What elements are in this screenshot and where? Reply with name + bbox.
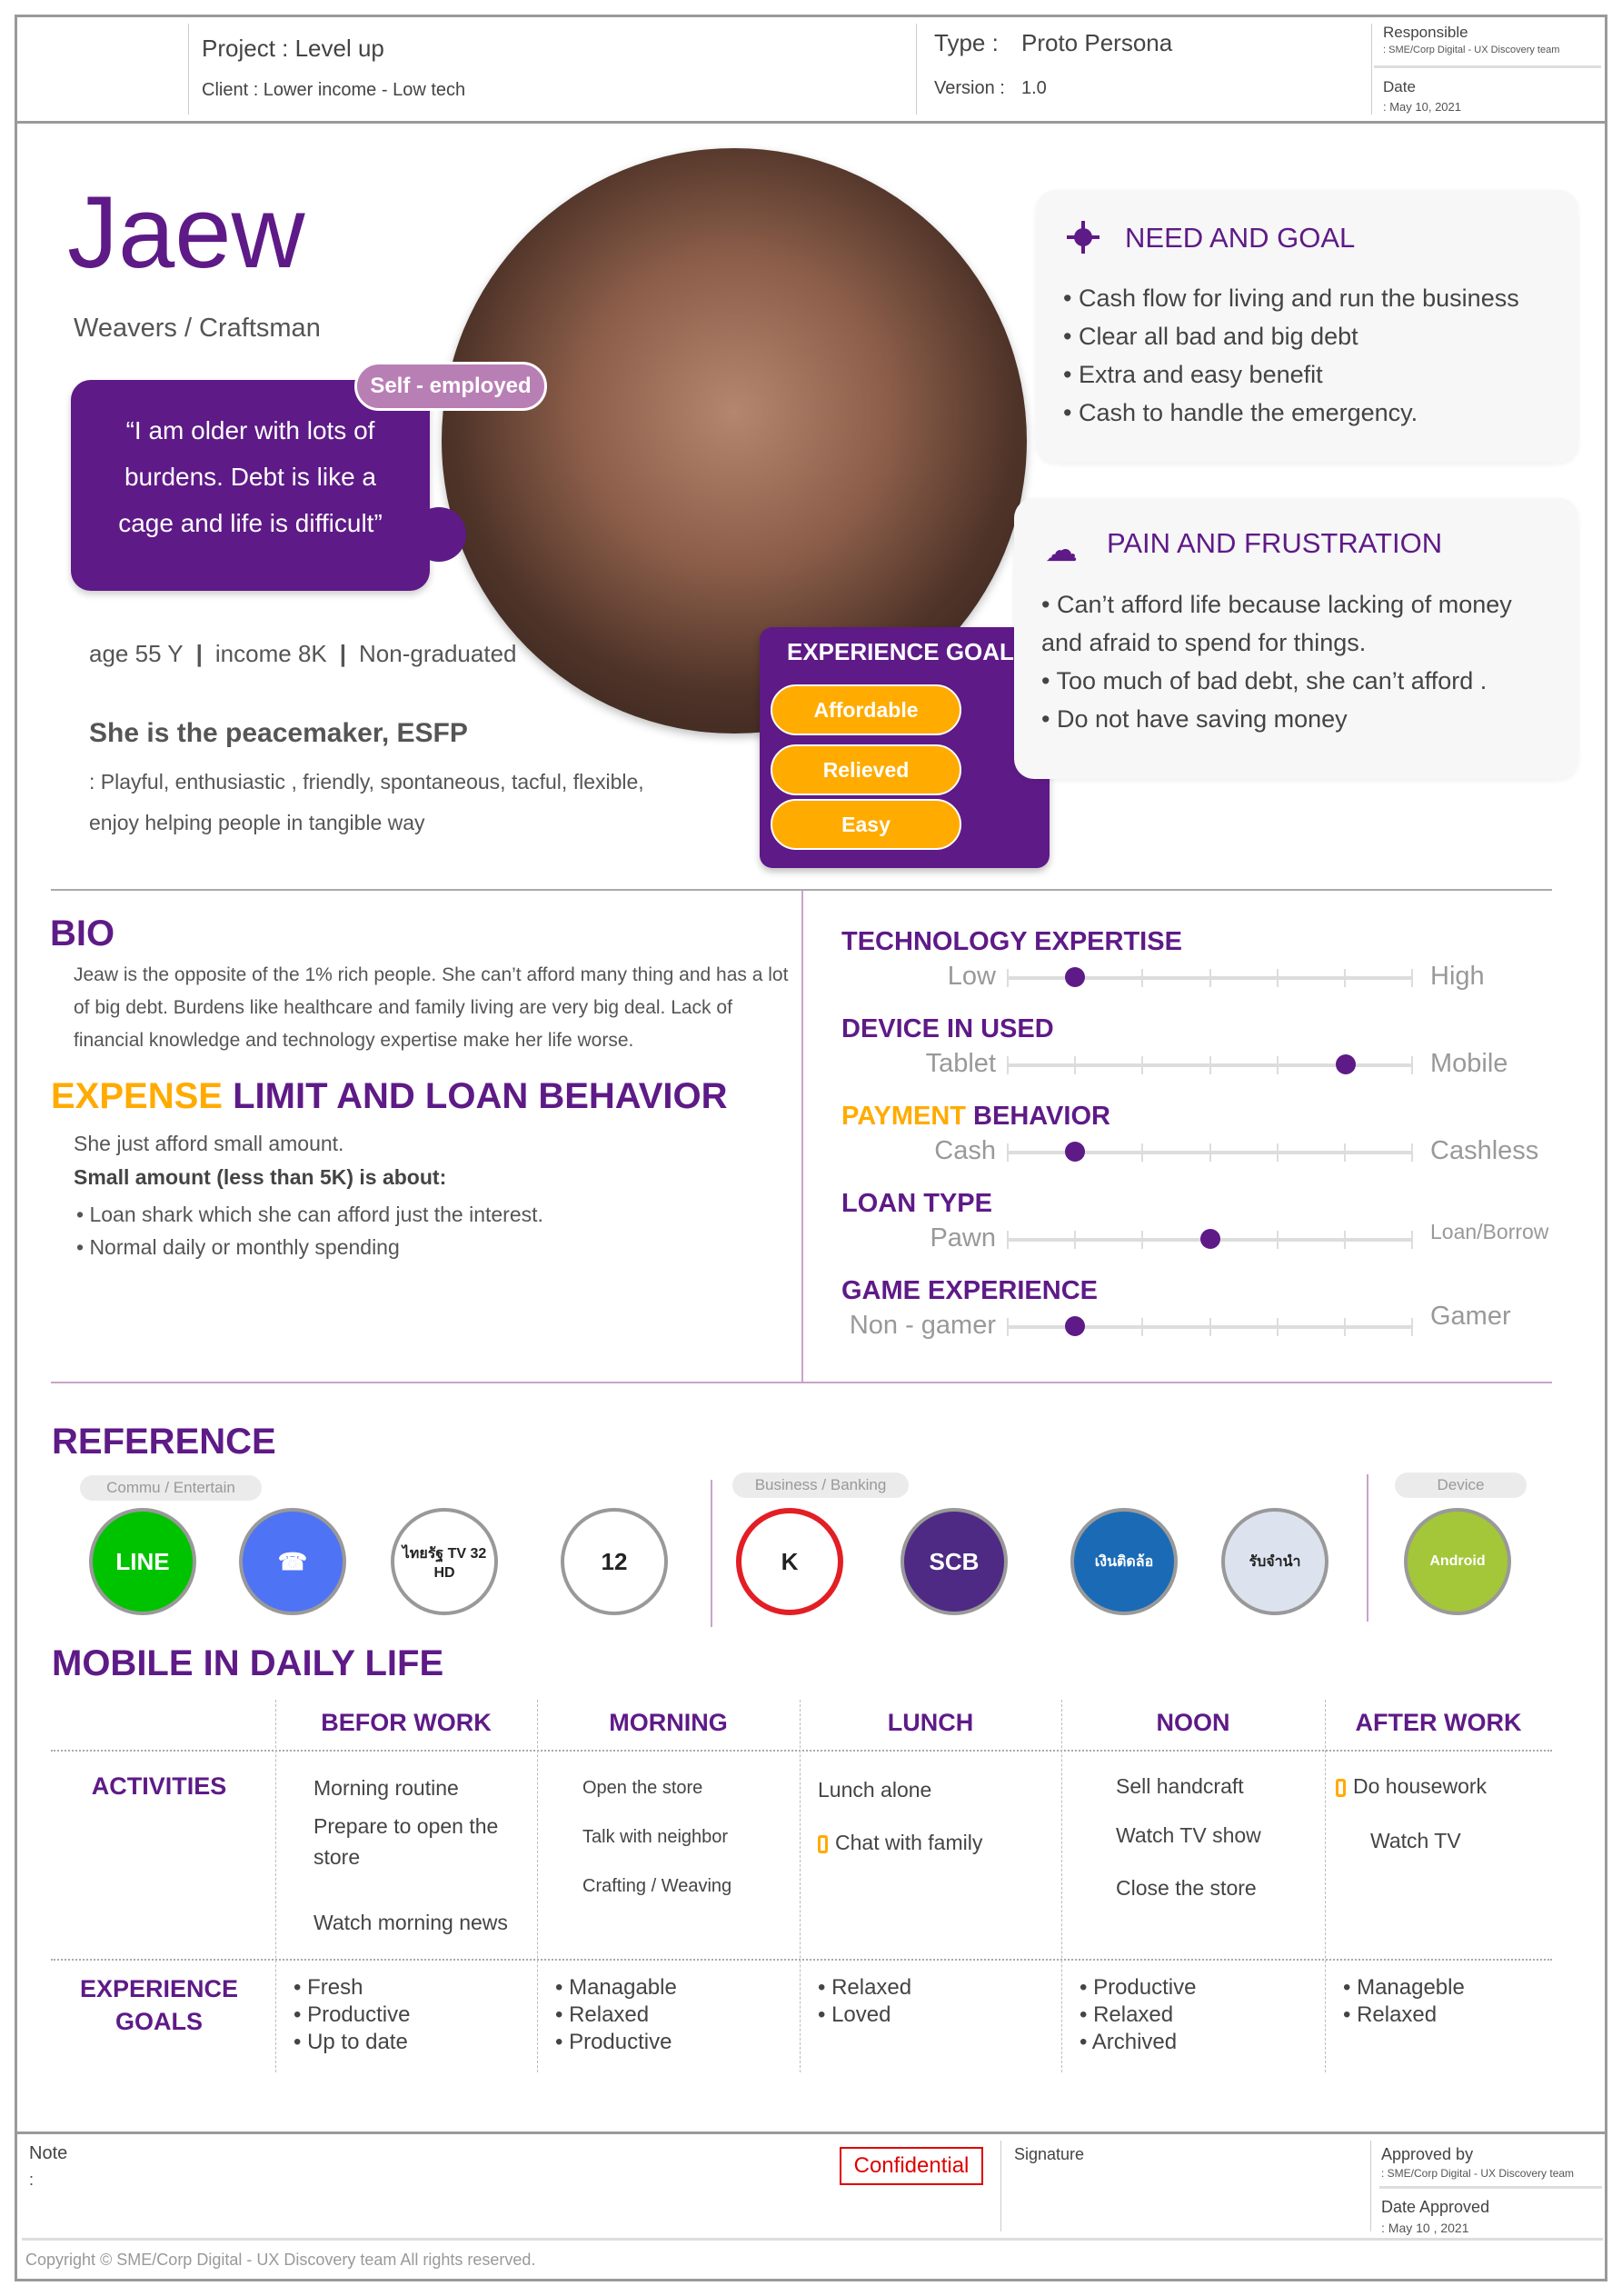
activity-label: Watch TV	[1370, 1829, 1461, 1852]
reference-app-label: 12	[601, 1547, 628, 1575]
approved-label: Approved by	[1381, 2145, 1474, 2163]
activity-item	[818, 1827, 1034, 1858]
column-header: AFTER WORK	[1355, 1709, 1522, 1736]
category-commu: Commu / Entertain	[80, 1475, 262, 1501]
goal-item: • Relaxed	[818, 1975, 912, 2000]
activity-label: Watch morning news	[313, 1911, 508, 1934]
reference-app-label: Android	[1429, 1553, 1486, 1569]
column-header: LUNCH	[887, 1709, 974, 1736]
pain-card	[1014, 498, 1578, 779]
slider-right-label: High	[1430, 962, 1485, 991]
goal-item: • Relaxed	[1080, 2002, 1174, 2027]
persona-quote: “I am older with lots of burdens. Debt is like a cage and life is difficult”	[118, 416, 383, 537]
reference-app-icon	[1221, 1508, 1328, 1615]
activity-label: Chat with family	[835, 1831, 983, 1854]
responsible-label: Responsible	[1383, 24, 1468, 41]
slider-tick	[1209, 969, 1211, 987]
divider	[22, 2238, 1603, 2241]
slider-tick	[1074, 1056, 1076, 1074]
persona-role: Weavers / Craftsman	[74, 314, 321, 343]
activity-item	[582, 1822, 800, 1852]
slider-knob[interactable]	[1065, 1142, 1085, 1162]
slider-title	[841, 1014, 1054, 1044]
column-divider	[800, 1700, 801, 2072]
slider-tick	[1209, 1056, 1211, 1074]
row-label-goals-1: EXPERIENCE	[79, 1975, 239, 2002]
column-header: BEFOR WORK	[321, 1709, 492, 1736]
slider-tick	[1411, 1056, 1413, 1074]
divider	[711, 1480, 712, 1627]
divider	[801, 891, 803, 1383]
activity-item	[818, 1774, 1034, 1805]
column-divider	[275, 1700, 276, 2072]
need-item: • Cash flow for living and run the business	[1063, 285, 1519, 312]
slider-tick	[1344, 969, 1346, 987]
slider-right-label: Cashless	[1430, 1136, 1539, 1165]
slider-track[interactable]	[1007, 976, 1413, 980]
attribute-sliders	[841, 927, 1568, 1363]
slider-tick	[1209, 1318, 1211, 1336]
column-header: MORNING	[609, 1709, 728, 1736]
row-label-goals	[55, 1972, 264, 2038]
reference-app-icon	[736, 1508, 843, 1615]
slider-tick	[1277, 969, 1279, 987]
slider-tick	[1411, 1318, 1413, 1336]
goal-pill: Relieved	[771, 744, 961, 795]
column-divider	[1061, 1700, 1062, 2072]
reference-app-icon	[239, 1508, 346, 1615]
row-label-goals-2: GOALS	[114, 2008, 203, 2035]
goal-list	[818, 1974, 911, 2029]
slider-tick	[1277, 1056, 1279, 1074]
slider-tick	[1074, 1231, 1076, 1249]
reference-app-icon	[1404, 1508, 1511, 1615]
slider-left-label: Pawn	[930, 1223, 996, 1253]
experience-goal-title: EXPERIENCE GOAL	[787, 638, 1014, 665]
slider-tick	[1277, 1143, 1279, 1162]
slider-tick	[1007, 1231, 1009, 1249]
slider-title-b: TECHNOLOGY EXPERTISE	[841, 927, 1182, 956]
slider-title	[841, 1189, 992, 1219]
reference-app-icon	[561, 1508, 668, 1615]
activity-item	[1116, 1771, 1334, 1802]
divider	[51, 1382, 1552, 1383]
reference-title: REFERENCE	[52, 1422, 276, 1462]
row-label-activities: ACTIVITIES	[91, 1772, 227, 1800]
slider-title	[841, 1102, 1110, 1132]
activity-item	[582, 1772, 800, 1803]
footer-divider	[15, 2131, 1607, 2134]
reference-app-icon	[901, 1508, 1008, 1615]
date-value: : May 10, 2021	[1383, 100, 1461, 114]
need-item: • Extra and easy benefit	[1063, 361, 1323, 388]
income: income 8K	[214, 640, 327, 667]
mobile-phone-icon	[818, 1835, 828, 1853]
slider-tick	[1209, 1143, 1211, 1162]
type-value: Proto Persona	[1021, 29, 1173, 56]
slider-tick	[1007, 1143, 1009, 1162]
activity-label: Lunch alone	[818, 1778, 932, 1802]
pain-item: • Can’t afford life because lacking of money and afraid to spend for things.	[1041, 591, 1512, 656]
approved-value: : SME/Corp Digital - UX Discovery team	[1381, 2167, 1575, 2180]
pain-item: • Too much of bad debt, she can’t afford .	[1041, 667, 1488, 694]
slider-tick	[1411, 1231, 1413, 1249]
slider-title	[841, 927, 1182, 957]
reference-app-icon	[1070, 1508, 1178, 1615]
slider-knob[interactable]	[1200, 1229, 1220, 1249]
slider-track[interactable]	[1007, 1325, 1413, 1329]
slider-left-label: Tablet	[925, 1049, 996, 1078]
goal-pill: Easy	[771, 799, 961, 850]
activity-item	[1116, 1820, 1334, 1851]
column-header: NOON	[1156, 1709, 1230, 1736]
activity-label: Morning routine	[313, 1776, 459, 1800]
version-label: Version :	[934, 78, 1005, 98]
slider-right-label: Mobile	[1430, 1049, 1508, 1078]
column-divider	[537, 1700, 538, 2072]
pain-item: • Do not have saving money	[1041, 705, 1348, 733]
goal-item: • Manageble	[1343, 1975, 1465, 2000]
header-divider	[15, 121, 1607, 124]
goal-item: • Productive	[294, 2002, 411, 2027]
need-item: • Cash to handle the emergency.	[1063, 399, 1418, 426]
goal-item: • Managable	[555, 1975, 677, 2000]
activity-item	[1336, 1825, 1518, 1856]
slider-tick	[1141, 1318, 1143, 1336]
slider-tick	[1141, 1143, 1143, 1162]
type-label: Type :	[934, 29, 999, 56]
slider-title-b: LOAN TYPE	[841, 1189, 992, 1218]
slider-tick	[1277, 1231, 1279, 1249]
goal-item: • Relaxed	[555, 2002, 650, 2027]
self-employed-badge: Self - employed	[354, 362, 547, 411]
need-item: • Clear all bad and big debt	[1063, 323, 1358, 350]
need-goal-title: NEED AND GOAL	[1125, 222, 1356, 254]
confidential-stamp: Confidential	[840, 2147, 983, 2185]
slider-tick	[1411, 1143, 1413, 1162]
slider-track[interactable]	[1007, 1238, 1413, 1242]
activity-item	[313, 1907, 530, 1938]
client: Client : Lower income - Low tech	[202, 80, 466, 100]
activity-item	[1116, 1872, 1334, 1903]
activity-label: Do housework	[1353, 1774, 1488, 1798]
slider-knob[interactable]	[1065, 967, 1085, 987]
activity-item	[313, 1772, 530, 1803]
goal-pill: Affordable	[771, 684, 961, 735]
signature-label: Signature	[1014, 2145, 1085, 2163]
goal-list	[1343, 1974, 1465, 2029]
date-approved-label: Date Approved	[1381, 2198, 1490, 2216]
bio-title: BIO	[50, 913, 115, 953]
activity-label: Prepare to open the store	[313, 1814, 499, 1869]
slider-tick	[1007, 1056, 1009, 1074]
expense-bullets	[76, 1198, 543, 1263]
divider	[1379, 2186, 1602, 2189]
divider	[916, 24, 917, 115]
expense-line2: Small amount (less than 5K) is about:	[74, 1165, 447, 1189]
version-value: 1.0	[1021, 78, 1047, 98]
expense-line1: She just afford small amount.	[74, 1132, 344, 1155]
slider-tick	[1141, 1056, 1143, 1074]
slider-right-label: Gamer	[1430, 1302, 1511, 1331]
reference-app-label: ☎	[277, 1547, 308, 1575]
bio-text: Jeaw is the opposite of the 1% rich people. She can’t afford many thing and has a lot of big debt. Burdens like healthcare and family living are very big deal. Lack of financial knowledge and technology expertise make her life worse.	[74, 964, 789, 1051]
copyright: Copyright © SME/Corp Digital - UX Discovery team All rights reserved.	[25, 2251, 536, 2269]
slider-tick	[1007, 1318, 1009, 1336]
expense-bullet: • Loan shark which she can afford just the interest.	[76, 1203, 543, 1226]
age: age 55 Y	[89, 640, 184, 667]
slider-title	[841, 1276, 1098, 1306]
goal-list	[555, 1974, 677, 2056]
divider	[1374, 65, 1601, 68]
goal-item: • Productive	[1080, 1975, 1197, 2000]
need-goal-card	[1036, 190, 1578, 463]
slider-knob[interactable]	[1336, 1054, 1356, 1074]
category-device: Device	[1395, 1472, 1527, 1498]
goal-item: • Archived	[1080, 2030, 1178, 2054]
expense-bullet: • Normal daily or monthly spending	[76, 1235, 400, 1259]
slider-title-b: DEVICE IN USED	[841, 1014, 1054, 1043]
category-banking: Business / Banking	[732, 1472, 909, 1498]
reference-app-label: SCB	[929, 1547, 980, 1575]
activity-item	[582, 1871, 800, 1902]
expense-title-b: LIMIT AND LOAN BEHAVIOR	[222, 1076, 728, 1116]
slider-tick	[1344, 1231, 1346, 1249]
note-label: Note	[29, 2143, 68, 2163]
date-approved-value: : May 10 , 2021	[1381, 2221, 1469, 2235]
slider-left-label: Non - gamer	[849, 1311, 996, 1340]
goal-list	[1080, 1974, 1196, 2056]
divider	[188, 24, 189, 115]
slider-track[interactable]	[1007, 1063, 1413, 1067]
activity-label: Watch TV show	[1116, 1823, 1261, 1847]
goal-list	[294, 1974, 410, 2056]
slider-right-label: Loan/Borrow	[1430, 1220, 1549, 1243]
daily-title: MOBILE IN DAILY LIFE	[52, 1643, 444, 1683]
divider	[1371, 24, 1372, 115]
activity-label: Open the store	[582, 1778, 703, 1798]
activity-label: Crafting / Weaving	[582, 1876, 732, 1896]
goal-item: • Loved	[818, 2002, 891, 2027]
slider-left-label: Low	[947, 962, 996, 991]
goal-item: • Productive	[555, 2030, 672, 2054]
slider-tick	[1344, 1318, 1346, 1336]
slider-tick	[1277, 1318, 1279, 1336]
expense-title-a: EXPENSE	[51, 1076, 223, 1116]
education: Non-graduated	[359, 640, 517, 667]
goal-item: • Relaxed	[1343, 2002, 1438, 2027]
reference-app-label: ไทยรัฐ TV 32 HD	[402, 1545, 487, 1581]
date-label: Date	[1383, 78, 1416, 95]
slider-knob[interactable]	[1065, 1316, 1085, 1336]
goal-item: • Fresh	[294, 1975, 363, 2000]
expense-title	[51, 1076, 728, 1117]
slider-title-a: PAYMENT	[841, 1102, 966, 1131]
reference-app-label: รับจำนำ	[1249, 1553, 1301, 1570]
divider	[1367, 1474, 1368, 1622]
experience-goal-box	[760, 627, 1050, 868]
slider-tick	[1007, 969, 1009, 987]
quote-bubble	[71, 380, 430, 591]
sun-icon	[1067, 221, 1100, 254]
slider-track[interactable]	[1007, 1151, 1413, 1154]
activity-label: Talk with neighbor	[582, 1827, 729, 1847]
reference-app-icon	[89, 1508, 196, 1615]
slider-tick	[1344, 1143, 1346, 1162]
slider-left-label: Cash	[934, 1136, 996, 1165]
activity-item	[313, 1811, 530, 1872]
responsible-value: : SME/Corp Digital - UX Discovery team	[1383, 45, 1560, 55]
persona-name: Jaew	[67, 175, 305, 289]
note-value: :	[29, 2171, 35, 2189]
activity-label: Sell handcraft	[1116, 1774, 1244, 1798]
goal-item: • Up to date	[294, 2030, 408, 2054]
reference-app-label: เงินติดล้อ	[1094, 1553, 1154, 1570]
activity-item	[1336, 1771, 1518, 1802]
divider	[1000, 2141, 1001, 2231]
reference-app-label: K	[781, 1547, 799, 1575]
reference-app-icon	[391, 1508, 498, 1615]
mobile-phone-icon	[1336, 1779, 1346, 1797]
slider-title-b: BEHAVIOR	[965, 1102, 1110, 1131]
slider-tick	[1141, 969, 1143, 987]
personality-desc: : Playful, enthusiastic , friendly, spontaneous, tacful, flexible, enjoy helping people in tangible way	[89, 770, 644, 834]
personality-title: She is the peacemaker, ESFP	[89, 718, 468, 748]
slider-tick	[1411, 969, 1413, 987]
reference-app-label: LINE	[115, 1547, 170, 1575]
storm-cloud-icon: ☁	[1045, 531, 1078, 568]
activity-label: Close the store	[1116, 1876, 1257, 1900]
project-title: Project : Level up	[202, 35, 384, 62]
pain-title: PAIN AND FRUSTRATION	[1107, 527, 1443, 559]
slider-tick	[1141, 1231, 1143, 1249]
slider-title-b: GAME EXPERIENCE	[841, 1276, 1098, 1305]
divider	[1370, 2141, 1371, 2231]
